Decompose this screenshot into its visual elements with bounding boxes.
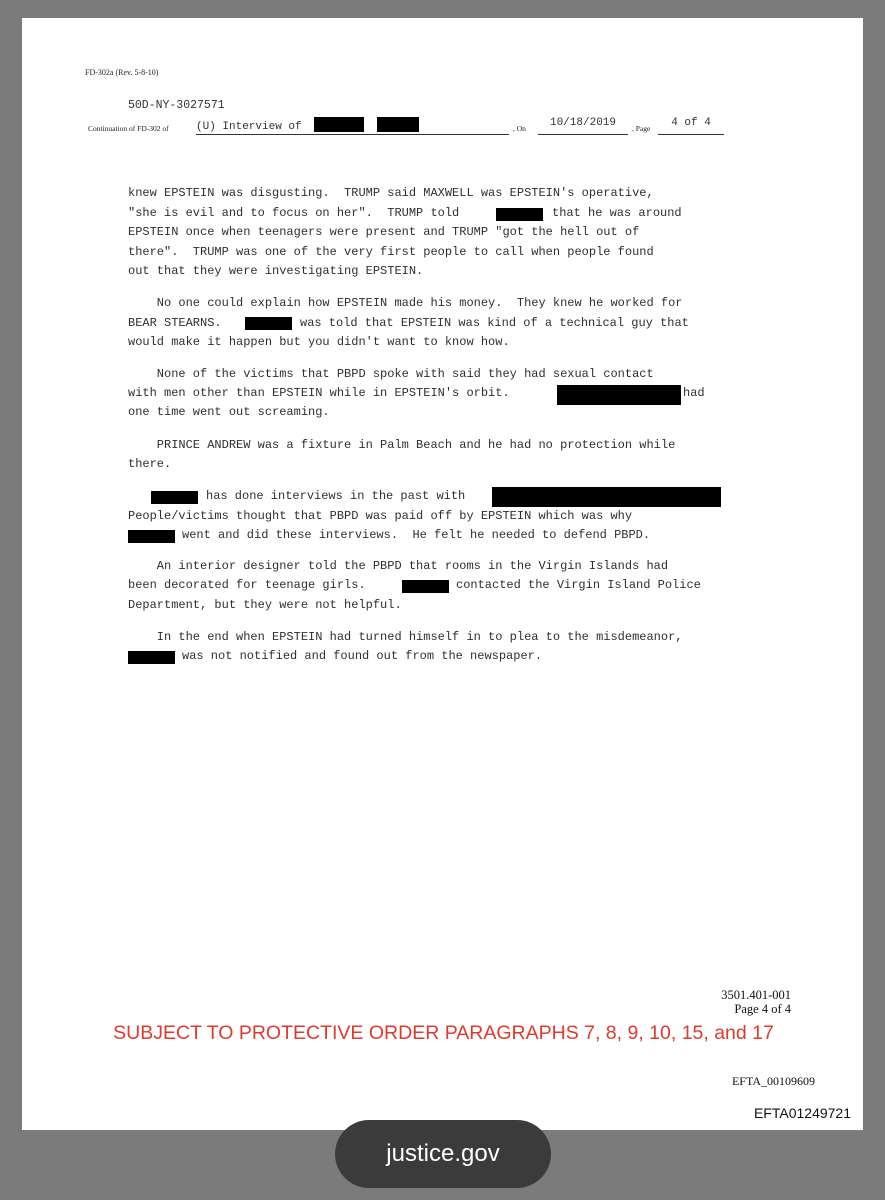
body-line: been decorated for teenage girls. xyxy=(128,578,366,592)
subject-field xyxy=(196,117,509,135)
redaction-box xyxy=(492,487,721,507)
body-line: had xyxy=(683,386,705,400)
body-line: BEAR STEARNS. xyxy=(128,316,222,330)
body-line: In the end when EPSTEIN had turned himself in to plea to the misdemeanor, xyxy=(128,630,683,644)
body-line: PRINCE ANDREW was a fixture in Palm Beach and he had no protection while xyxy=(128,438,676,452)
redaction-box xyxy=(496,208,543,221)
redaction-box xyxy=(128,530,175,543)
continuation-header xyxy=(22,18,863,148)
body-line: was told that EPSTEIN was kind of a technical guy that xyxy=(300,316,689,330)
body-line: with men other than EPSTEIN while in EPSTEIN's orbit. xyxy=(128,386,510,400)
body-line: contacted the Virgin Island Police xyxy=(456,578,701,592)
body-line: Department, but they were not helpful. xyxy=(128,598,402,612)
bates-stamp xyxy=(721,988,791,1016)
body-line: None of the victims that PBPD spoke with said they had sexual contact xyxy=(128,367,654,381)
source-url-pill[interactable]: justice.gov xyxy=(335,1120,551,1188)
body-line: out that they were investigating EPSTEIN. xyxy=(128,264,424,278)
body-line: knew EPSTEIN was disgusting. TRUMP said MAXWELL was EPSTEIN's operative, xyxy=(128,186,654,200)
body-line: was not notified and found out from the newspaper. xyxy=(182,649,543,663)
form-id: FD-302a (Rev. 5-8-10) xyxy=(85,68,159,77)
body-line: has done interviews in the past with xyxy=(206,489,466,503)
body-line: would make it happen but you didn't want to know how. xyxy=(128,335,510,349)
page-label: , Page xyxy=(632,124,651,133)
redaction-box xyxy=(402,580,449,593)
subject-prefix: (U) Interview of xyxy=(196,121,302,133)
page-field: 4 of 4 xyxy=(658,117,724,135)
body-line: An interior designer told the PBPD that rooms in the Virgin Islands had xyxy=(128,559,669,573)
body-line: People/victims thought that PBPD was paid off by EPSTEIN which was why xyxy=(128,509,633,523)
protective-order-notice: SUBJECT TO PROTECTIVE ORDER PARAGRAPHS 7, 8, 9, 10, 15, and 17 xyxy=(113,1022,774,1044)
bates-id: 3501.401-001 xyxy=(721,988,791,1002)
efta-number-1: EFTA_00109609 xyxy=(731,1074,815,1088)
body-line: one time went out screaming. xyxy=(128,405,330,419)
page-of: Page 4 of 4 xyxy=(734,1002,791,1016)
redaction-box xyxy=(314,117,364,132)
redaction-box xyxy=(245,317,292,330)
redaction-box xyxy=(128,651,175,664)
body-line: EPSTEIN once when teenagers were present and TRUMP "got the hell out of xyxy=(128,225,640,239)
redaction-box xyxy=(557,385,681,405)
body-line: "she is evil and to focus on her". TRUMP told xyxy=(128,206,460,220)
body-line: there". TRUMP was one of the very first people to call when people found xyxy=(128,245,654,259)
redaction-box xyxy=(377,117,419,132)
efta-number-2: EFTA01249721 xyxy=(753,1105,851,1121)
body-line: that he was around xyxy=(552,206,682,220)
continuation-label: Continuation of FD-302 of xyxy=(88,124,169,133)
redaction-box xyxy=(151,491,198,504)
body-line: No one could explain how EPSTEIN made his money. They knew he worked for xyxy=(128,296,683,310)
file-number: 50D-NY-3027571 xyxy=(128,99,225,112)
on-label: , On xyxy=(513,124,526,133)
date-field: 10/18/2019 xyxy=(538,117,628,135)
body-line: there. xyxy=(128,457,172,471)
body-line: went and did these interviews. He felt he needed to defend PBPD. xyxy=(182,528,651,542)
document-page xyxy=(22,18,863,1130)
